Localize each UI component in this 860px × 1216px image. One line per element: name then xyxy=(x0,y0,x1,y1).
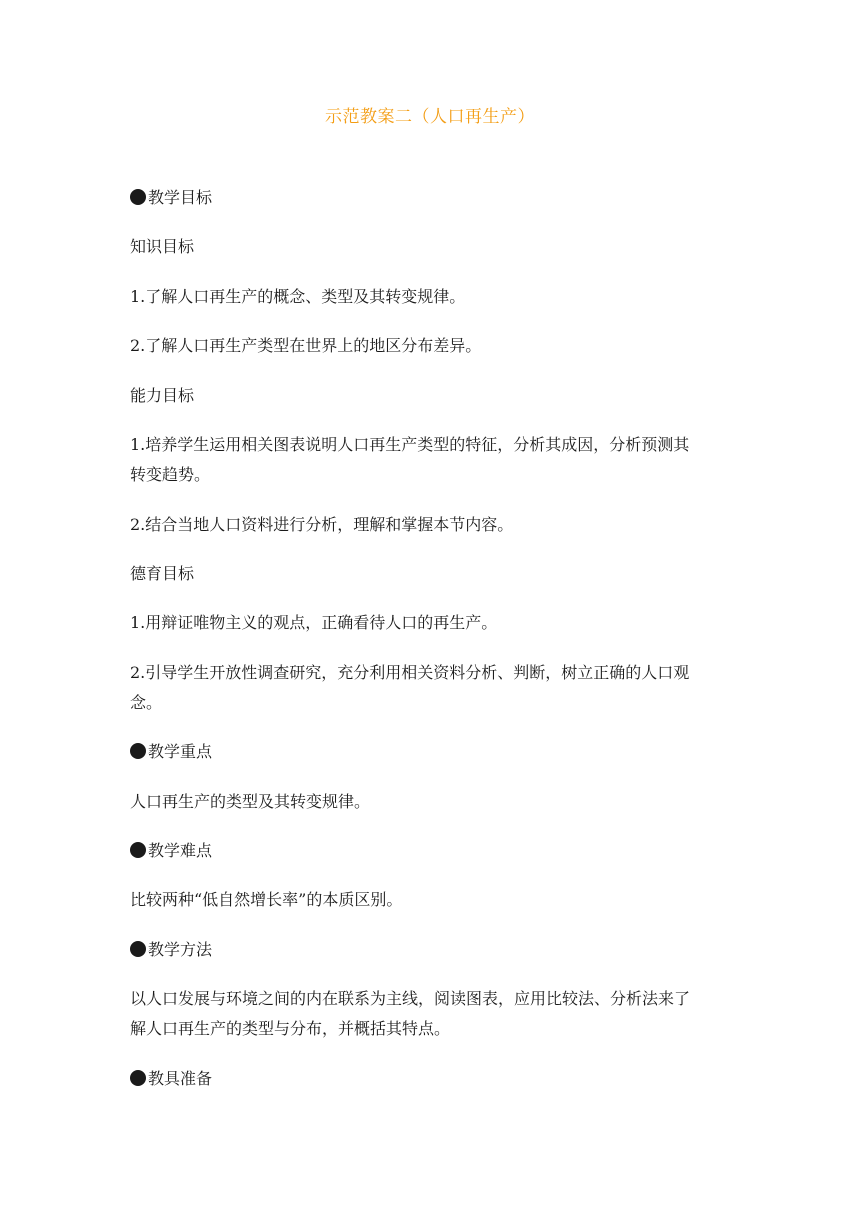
paragraph-line: 以人口发展与环境之间的内在联系为主线，阅读图表，应用比较法、分析法来了 xyxy=(130,989,691,1008)
paragraph: 1.用辩证唯物主义的观点，正确看待人口的再生产。 xyxy=(130,613,498,632)
paragraph: 2.了解人口再生产类型在世界上的地区分布差异。 xyxy=(130,336,482,355)
section-heading-goals xyxy=(130,183,736,213)
paragraph: 比较两种“低自然增长率”的本质区别。 xyxy=(130,890,403,909)
paragraph-line: 2.引导学生开放性调查研究，充分利用相关资料分析、判断，树立正确的人口观 xyxy=(130,663,690,682)
heading-text: 教学重点 xyxy=(148,742,213,761)
bullet-icon xyxy=(130,743,146,759)
document-title: 示范教案二（人口再生产） xyxy=(325,107,535,127)
bullet-icon xyxy=(130,1070,146,1086)
section-heading-difficulty xyxy=(130,836,736,866)
paragraph-line: 解人口再生产的类型与分布，并概括其特点。 xyxy=(130,1019,451,1038)
section-heading-method xyxy=(130,935,736,965)
heading-text: 教学方法 xyxy=(148,940,213,959)
bullet-icon xyxy=(130,941,146,957)
heading-text: 教具准备 xyxy=(148,1069,213,1088)
subheading-moral: 德育目标 xyxy=(130,564,195,583)
bullet-icon xyxy=(130,842,146,858)
paragraph: 1.了解人口再生产的概念、类型及其转变规律。 xyxy=(130,287,466,306)
subheading-knowledge: 知识目标 xyxy=(130,237,195,256)
heading-text: 教学难点 xyxy=(148,841,213,860)
paragraph-line: 转变趋势。 xyxy=(130,465,211,484)
bullet-icon xyxy=(130,189,146,205)
subheading-ability: 能力目标 xyxy=(130,386,195,405)
section-heading-key xyxy=(130,737,736,767)
section-heading-tools xyxy=(130,1064,736,1094)
paragraph: 2.结合当地人口资料进行分析，理解和掌握本节内容。 xyxy=(130,515,514,534)
paragraph: 人口再生产的类型及其转变规律。 xyxy=(130,792,371,811)
paragraph-line: 念。 xyxy=(130,693,163,712)
paragraph-line: 1.培养学生运用相关图表说明人口再生产类型的特征，分析其成因，分析预测其 xyxy=(130,435,690,454)
heading-text: 教学目标 xyxy=(148,188,213,207)
